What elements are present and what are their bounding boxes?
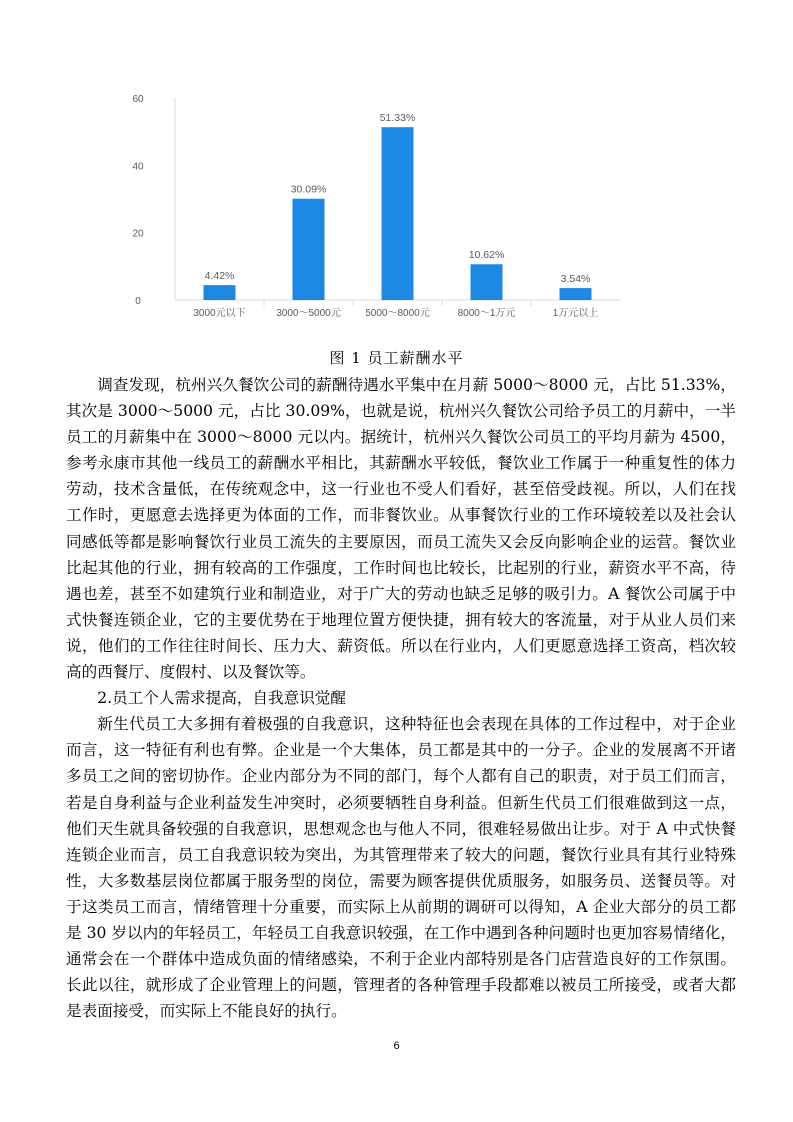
x-tick-label: 1万元以上 [552, 308, 599, 319]
body-text [66, 372, 736, 1024]
data-label: 51.33% [379, 112, 416, 125]
y-tick-label: 40 [132, 161, 144, 173]
y-tick-label: 60 [132, 94, 144, 105]
data-label: 10.62% [468, 249, 505, 262]
figure-caption: 图 1 员工薪酬水平 [329, 349, 464, 367]
x-tick-label: 3000～5000元 [276, 308, 341, 319]
paragraph-salary-analysis: 调查发现，杭州兴久餐饮公司的薪酬待遇水平集中在月薪 5000～8000 元，占比 51.33%，其次是 3000～5000 元，占比 30.09%，也就是说，杭州兴久餐饮公司给予员工的月薪中，一半员工的月薪集中在 3000～8000 元以内。据统计，杭州兴久餐饮公司员工的平均月薪为 4500，参考永康市其他一线员工的薪酬水平相比，其薪酬水平较低，餐饮业工作属于一种重复性的体力劳动，技术含量低，在传统观念中，这一行业也不受人们看好，甚至倍受歧视。所以，人们在找工作时，更愿意去选择更为体面的工作，而非餐饮业。从事餐饮行业的工作环境较差以及社会认同感低等都是影响餐饮行业员工流失的主要原因，而员工流失又会反向影响企业的运营。餐饮业比起其他的行业，拥有较高的工作强度，工作时间也比较长，比起别的行业，薪资水平不高，待遇也差，甚至不如建筑行业和制造业，对于广大的劳动也缺乏足够的吸引力。A 餐饮公司属于中式快餐连锁企业，它的主要优势在于地理位置方便快捷，拥有较大的客流量，对于从业人员们来说，他们的工作往往时间长、压力大、薪资低。所以在行业内，人们更愿意选择工资高，档次较高的西餐厅、度假村、以及餐饮等。 [66, 376, 736, 682]
y-tick-label: 20 [132, 228, 144, 240]
section-heading: 2.员工个人需求提高，自我意识觉醒 [97, 689, 346, 708]
data-label: 30.09% [290, 183, 327, 196]
bar [382, 127, 414, 300]
paragraph-self-awareness: 新生代员工大多拥有着极强的自我意识，这种特征也会表现在具体的工作过程中，对于企业而言，这一特征有利也有弊。企业是一个大集体，员工都是其中的一分子。企业的发展离不开诸多员工之间的密切协作。企业内部分为不同的部门，每个人都有自己的职责，对于员工们而言，若是自身利益与企业利益发生冲突时，必须要牺牲自身利益。但新生代员工们很难做到这一点，他们天生就具备较强的自我意识，思想观念也与他人不同，很难轻易做出让步。对于 A 中式快餐连锁企业而言，员工自我意识较为突出，为其管理带来了较大的问题，餐饮行业具有其行业特殊性，大多数基层岗位都属于服务型的岗位，需要为顾客提供优质服务，如服务员、送餐员等。对于这类员工而言，情绪管理十分重要，而实际上从前期的调研可以得知，A 企业大部分的员工都是 30 岁以内的年轻员工，年轻员工自我意识较强，在工作中遇到各种问题时也更加容易情绪化，通常会在一个群体中造成负面的情绪感染，不利于企业内部特别是各门店营造良好的工作氛围。长此以往，就形成了企业管理上的问题，管理者的各种管理手段都难以被员工所接受，或者大都是表面接受，而实际上不能良好的执行。 [66, 715, 736, 1021]
x-tick-label: 8000～1万元 [457, 308, 516, 319]
data-label: 3.54% [560, 273, 591, 286]
bar [560, 288, 592, 300]
y-tick-label: 0 [135, 296, 141, 307]
bar [293, 199, 325, 300]
page-number: 6 [393, 1040, 400, 1052]
x-tick-label: 5000～8000元 [365, 308, 430, 319]
data-label: 4.42% [204, 270, 235, 283]
salary-bar-chart [130, 88, 620, 328]
bar [471, 264, 503, 300]
bar [204, 285, 236, 300]
x-tick-label: 3000元以下 [193, 308, 246, 319]
